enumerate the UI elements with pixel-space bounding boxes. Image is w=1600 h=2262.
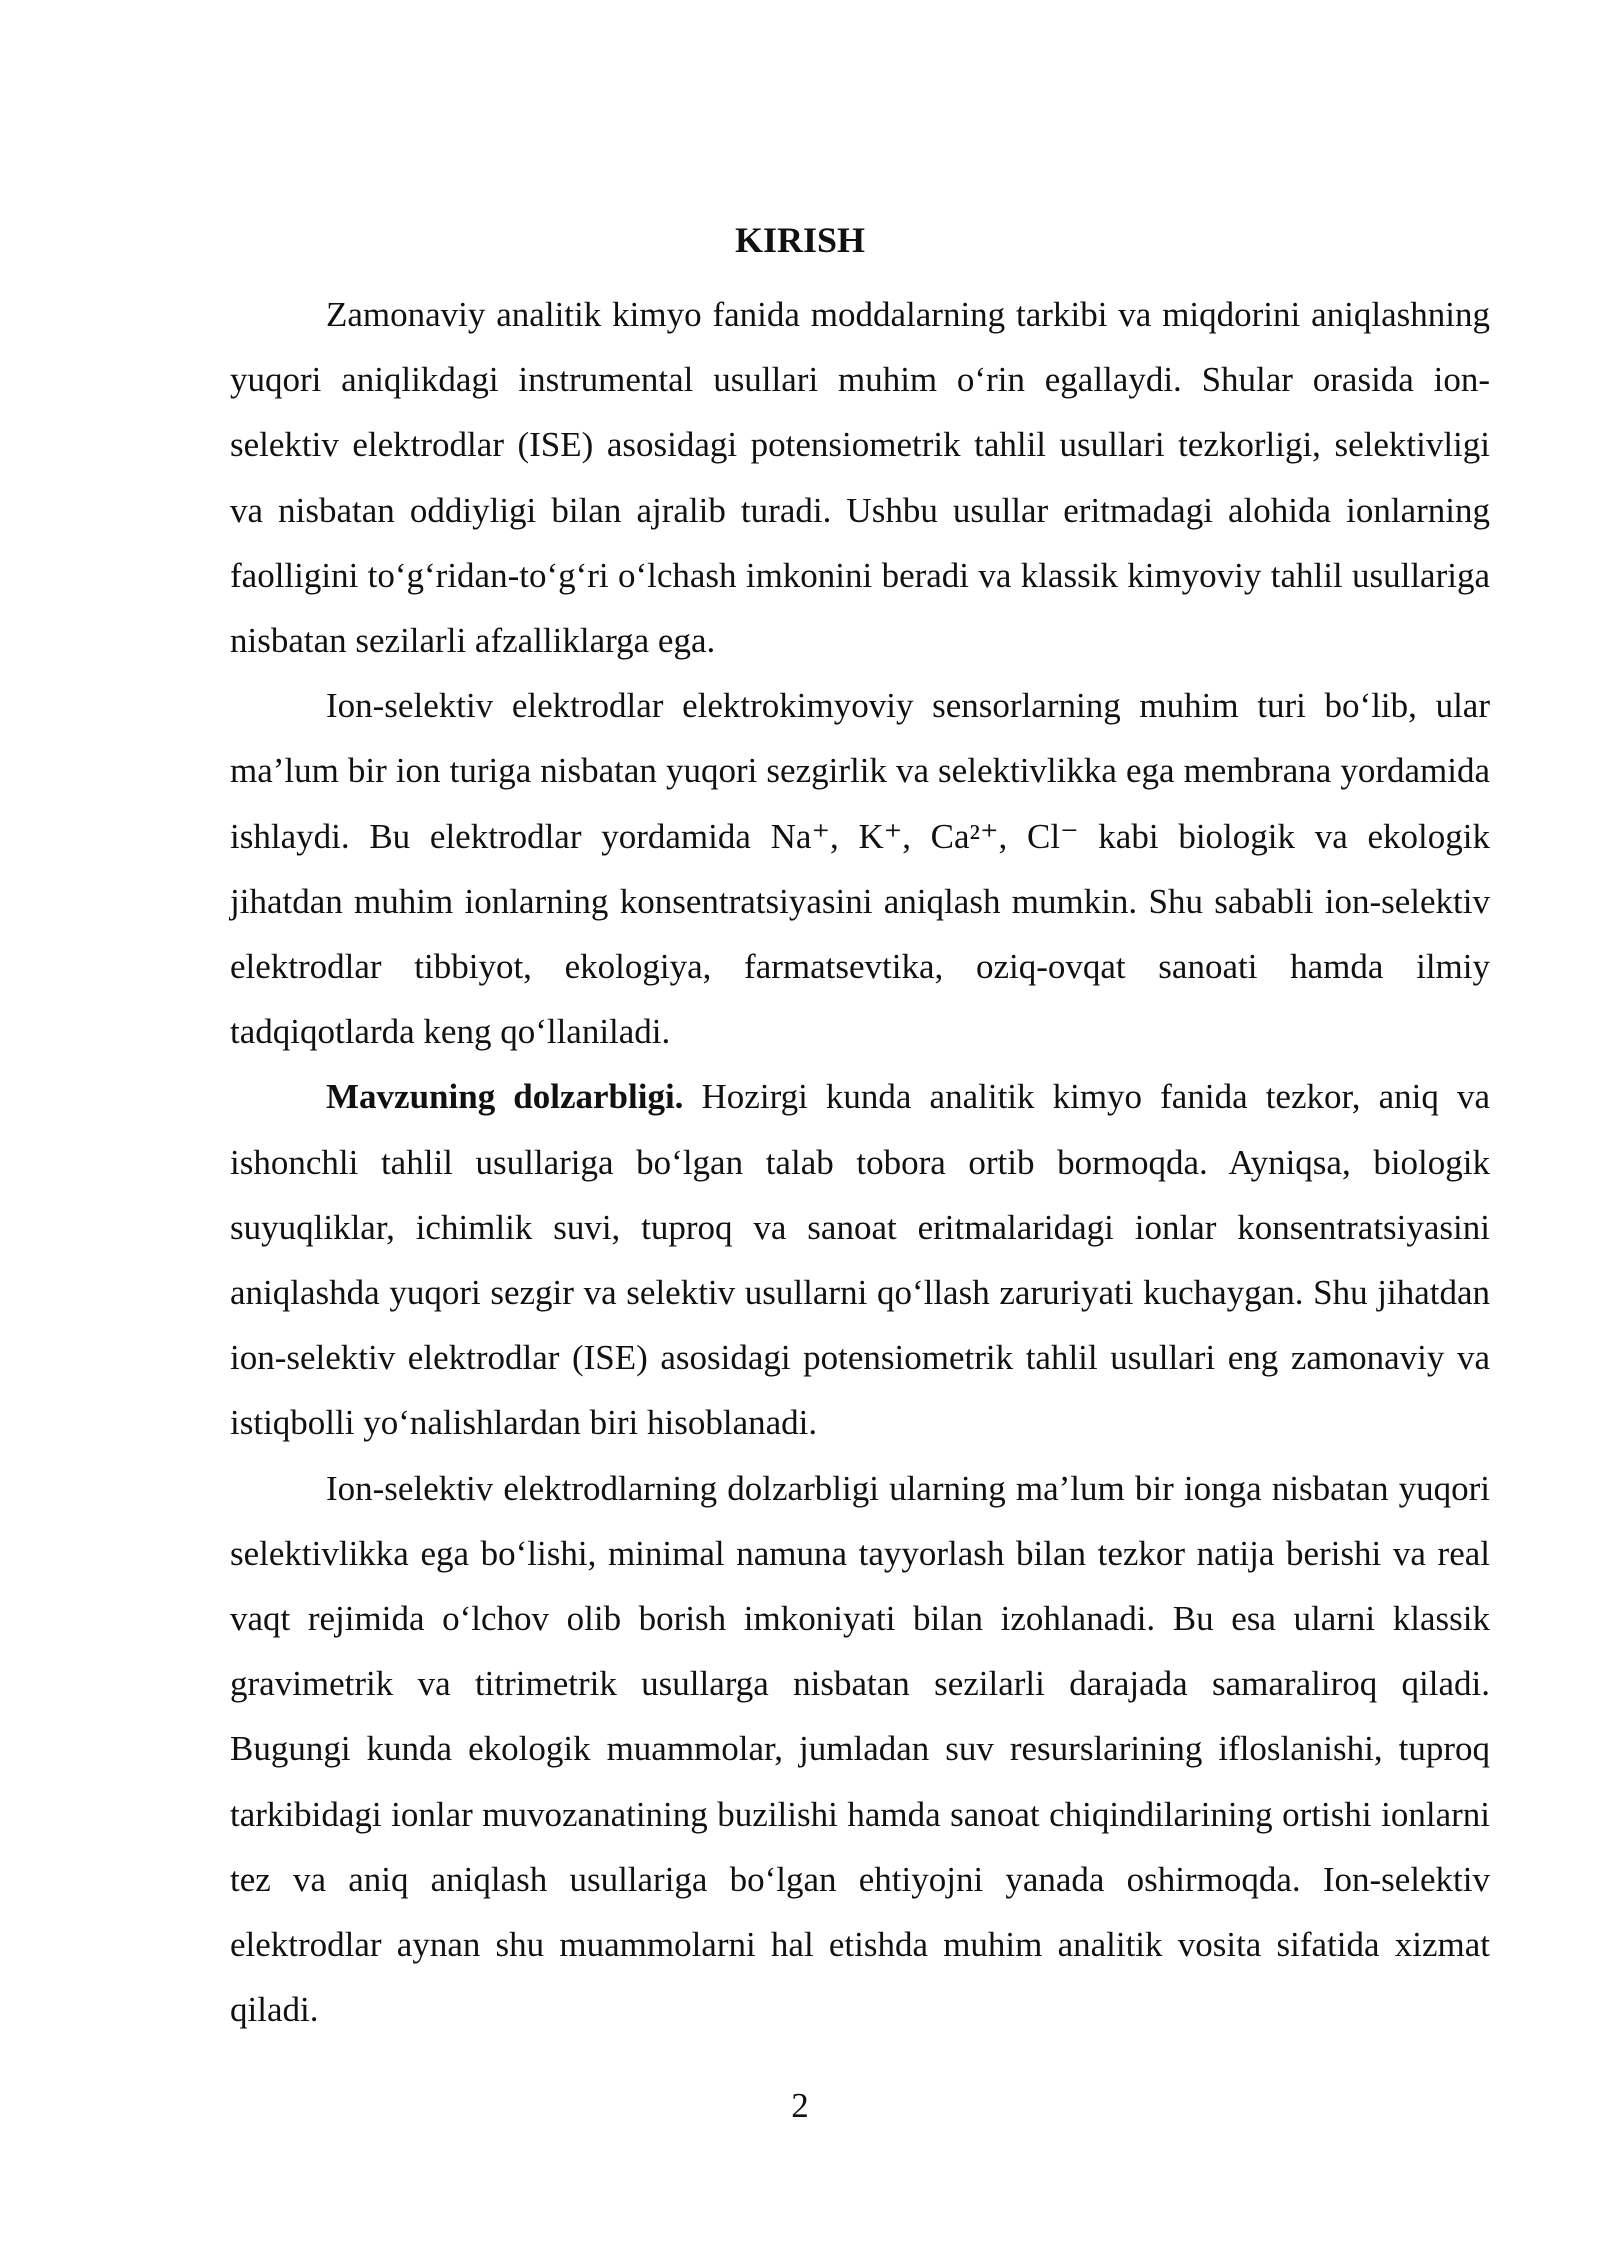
paragraph-1 xyxy=(230,282,1490,673)
paragraph-3 xyxy=(230,1064,1490,1455)
paragraph-text: Zamonaviy analitik kimyo fanida moddalarning tarkibi va miqdorini aniqlashning yuqori aniqlikdagi instrumental usullari muhim o‘rin egallaydi. Shular orasida ion-selektiv elektrodlar (ISE) asosidagi potensiometrik tahlil usullari tezkorligi, selektivligi va nisbatan oddiyligi bilan ajralib turadi. Ushbu usullar eritmadagi alohida ionlarning faolligini to‘g‘ridan-to‘g‘ri o‘lchash imkonini beradi va klassik kimyoviy tahlil usullariga nisbatan sezilarli afzalliklarga ega. xyxy=(230,295,1490,661)
paragraph-2 xyxy=(230,673,1490,1064)
document-body xyxy=(230,282,1490,2042)
paragraph-text: Hozirgi kunda analitik kimyo fanida tezkor, aniq va ishonchli tahlil usullariga bo‘lgan talab tobora ortib bormoqda. Ayniqsa, biologik suyuqliklar, ichimlik suvi, tuproq va sanoat eritmalaridagi ionlar konsentratsiyasini aniqlashda yuqori sezgir va selektiv usullarni qo‘llash zaruriyati kuchaygan. Shu jihatdan ion-selektiv elektrodlar (ISE) asosidagi potensiometrik tahlil usullari eng zamonaviy va istiqbolli yo‘nalishlardan biri hisoblanadi. xyxy=(230,1077,1490,1443)
section-heading: KIRISH xyxy=(734,220,866,260)
paragraph-text: Ion-selektiv elektrodlarning dolzarbligi ularning ma’lum bir ionga nisbatan yuqori selektivlikka ega bo‘lishi, minimal namuna tayyorlash bilan tezkor natija berishi va real vaqt rejimida o‘lchov olib borish imkoniyati bilan izohlanadi. Bu esa ularni klassik gravimetrik va titrimetrik usullarga nisbatan sezilarli darajada samaraliroq qiladi. Bugungi kunda ekologik muammolar, jumladan suv resurslarining ifloslanishi, tuproq tarkibidagi ionlar muvozanatining buzilishi hamda sanoat chiqindilarining ortishi ionlarni tez va aniq aniqlash usullariga bo‘lgan ehtiyojni yanada oshirmoqda. Ion-selektiv elektrodlar aynan shu muammolarni hal etishda muhim analitik vosita sifatida xizmat qiladi. xyxy=(230,1468,1490,2030)
paragraph-text: Ion-selektiv elektrodlar elektrokimyoviy sensorlarning muhim turi bo‘lib, ular ma’lum bir ion turiga nisbatan yuqori sezgirlik va selektivlikka ega membrana yordamida ishlaydi. Bu elektrodlar yordamida Na⁺, K⁺, Ca²⁺, Cl⁻ kabi biologik va ekologik jihatdan muhim ionlarning konsentratsiyasini aniqlash mumkin. Shu sababli ion-selektiv elektrodlar tibbiyot, ekologiya, farmatsevtika, oziq-ovqat sanoati hamda ilmiy tadqiqotlarda keng qo‘llaniladi. xyxy=(230,686,1490,1052)
paragraph-4 xyxy=(230,1456,1490,2043)
paragraph-lead: Mavzuning dolzarbligi. xyxy=(326,1077,684,1117)
page-number: 2 xyxy=(791,2086,809,2125)
